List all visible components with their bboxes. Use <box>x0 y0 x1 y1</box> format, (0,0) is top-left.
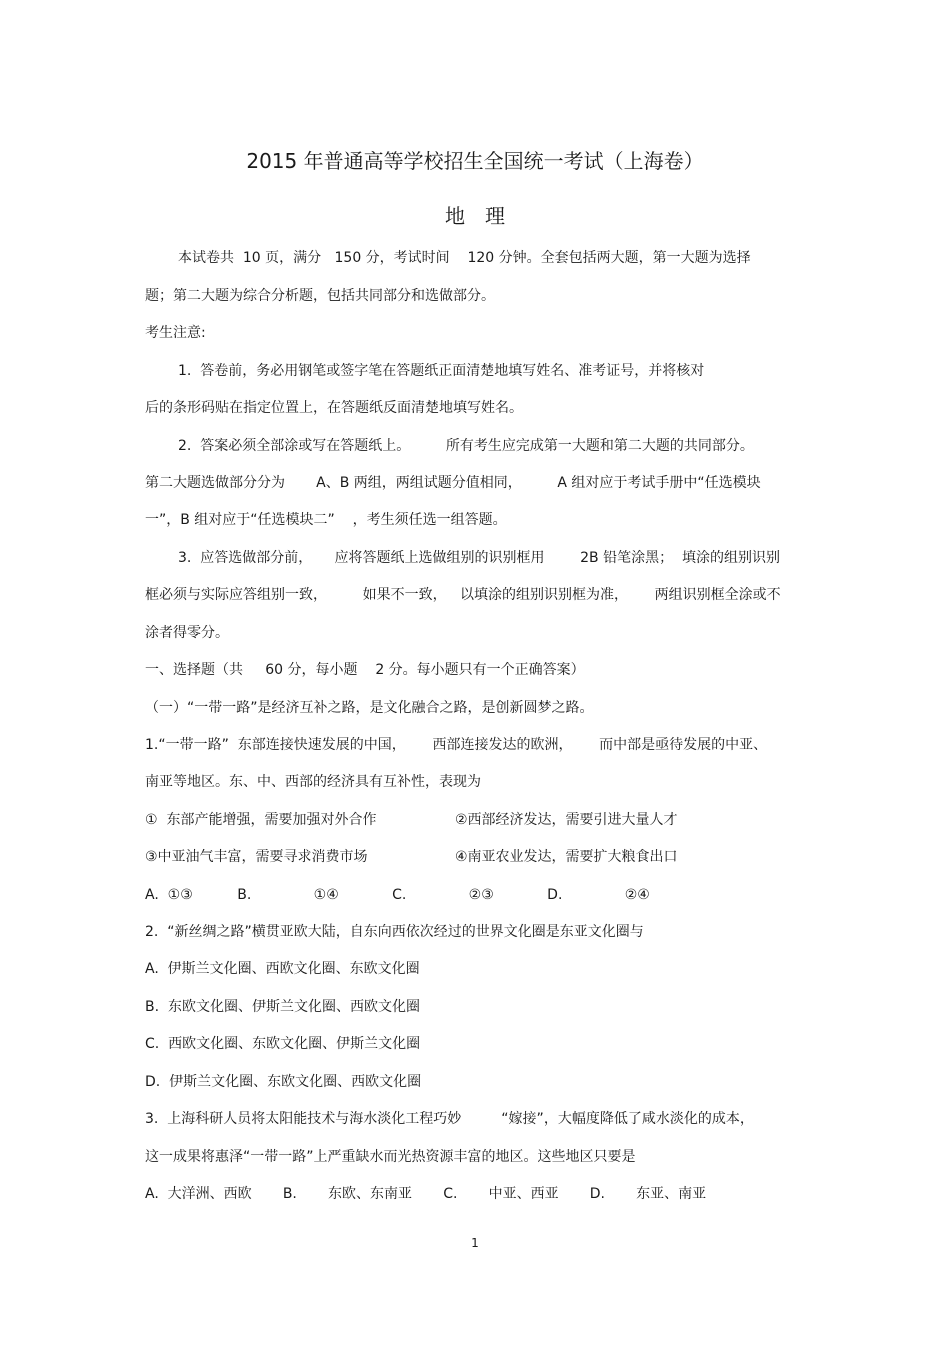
intro-line-1: 本试卷共 10 页，满分 150 分，考试时间 120 分钟。全套包括两大题，第一大题为选择 <box>178 250 751 266</box>
q1-item-1: ① 东部产能增强，需要加强对外合作 <box>145 812 377 828</box>
notice-2-line-1: 2. 答案必须全部涂或写在答题纸上。 所有考生应完成第一大题和第二大题的共同部分。 <box>178 438 754 454</box>
notice-3-line-3: 涂者得零分。 <box>145 625 229 641</box>
section-1-heading: 一、选择题（共 60 分，每小题 2 分。每小题只有一个正确答案） <box>145 662 585 678</box>
group-1-intro: （一）“一带一路”是经济互补之路，是文化融合之路，是创新圆梦之路。 <box>145 700 594 716</box>
q3-stem-line-1: 3. 上海科研人员将太阳能技术与海水淡化工程巧妙 “嫁接”，大幅度降低了咸水淡化的成本， <box>145 1111 754 1127</box>
notice-heading: 考生注意: <box>145 325 206 341</box>
q2-option-b: B. 东欧文化圈、伊斯兰文化圈、西欧文化圈 <box>145 999 420 1015</box>
notice-3-line-2: 框必须与实际应答组别一致， 如果不一致， 以填涂的组别识别框为准， 两组识别框全涂或不 <box>145 587 781 603</box>
q2-option-d: D. 伊斯兰文化圈、东欧文化圈、西欧文化圈 <box>145 1074 422 1090</box>
subject-title: 地理 <box>445 204 525 228</box>
notice-1-line-1: 1. 答卷前，务必用钢笔或签字笔在答题纸正面清楚地填写姓名、准考证号，并将核对 <box>178 363 705 379</box>
q1-options: A. ①③ B. ①④ C. ②③ D. ②④ <box>145 887 650 903</box>
intro-line-2: 题；第二大题为综合分析题，包括共同部分和选做部分。 <box>145 288 495 304</box>
q1-stem-line-1: 1.“一带一路” 东部连接快速发展的中国， 西部连接发达的欧洲， 而中部是亟待发展的中亚、 <box>145 737 768 753</box>
notice-3-line-1: 3. 应答选做部分前， 应将答题纸上选做组别的识别框用 2B 铅笔涂黑； 填涂的组别识别 <box>178 550 780 566</box>
page-number: 1 <box>471 1236 479 1250</box>
notice-1-line-2: 后的条形码贴在指定位置上，在答题纸反面清楚地填写姓名。 <box>145 400 523 416</box>
q2-option-c: C. 西欧文化圈、东欧文化圈、伊斯兰文化圈 <box>145 1036 421 1052</box>
q1-item-3: ③中亚油气丰富，需要寻求消费市场 <box>145 849 368 865</box>
notice-2-line-3: 一”，B 组对应于“任选模块二” ，考生须任选一组答题。 <box>145 512 507 528</box>
exam-title: 2015 年普通高等学校招生全国统一考试（上海卷） <box>246 149 704 173</box>
q1-item-2: ②西部经济发达，需要引进大量人才 <box>455 812 678 828</box>
q1-stem-line-2: 南亚等地区。东、中、西部的经济具有互补性，表现为 <box>145 774 481 790</box>
q3-stem-line-2: 这一成果将惠泽“一带一路”上严重缺水而光热资源丰富的地区。这些地区只要是 <box>145 1149 636 1165</box>
notice-2-line-2: 第二大题选做部分分为 A、B 两组，两组试题分值相同， A 组对应于考试手册中“任选模块 <box>145 475 761 491</box>
q1-item-4: ④南亚农业发达，需要扩大粮食出口 <box>455 849 678 865</box>
q2-stem: 2. “新丝绸之路”横贯亚欧大陆，自东向西依次经过的世界文化圈是东亚文化圈与 <box>145 924 644 940</box>
q3-options: A. 大洋洲、西欧 B. 东欧、东南亚 C. 中亚、西亚 D. 东亚、南亚 <box>145 1186 707 1202</box>
q2-option-a: A. 伊斯兰文化圈、西欧文化圈、东欧文化圈 <box>145 961 420 977</box>
